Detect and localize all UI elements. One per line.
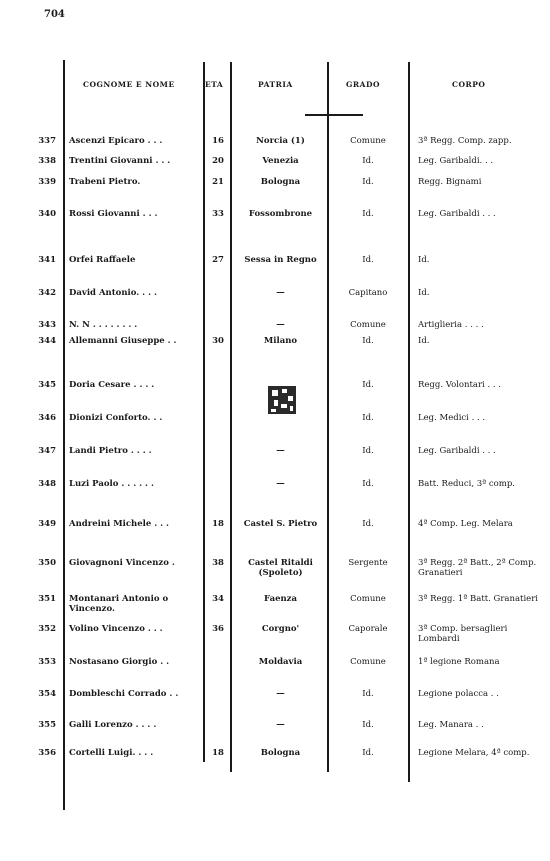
- grado-cell: Comune: [350, 594, 386, 604]
- column-divider: [230, 62, 232, 772]
- row-number: 348: [38, 479, 56, 489]
- eta-cell: 30: [212, 336, 224, 346]
- header-patria: PATRIA: [258, 80, 293, 89]
- name-cell: Dionizi Conforto. . .: [69, 413, 163, 423]
- eta-cell: 18: [212, 748, 224, 758]
- grado-cell: Id.: [362, 446, 374, 456]
- patria-cell: Sessa in Regno: [244, 255, 317, 265]
- grado-cell: Id.: [362, 689, 374, 699]
- grado-cell: Id.: [362, 336, 374, 346]
- row-number: 345: [38, 380, 56, 390]
- corpo-cell: 3ª Regg. 2ª Batt., 2ª Comp. Granatieri: [418, 558, 537, 578]
- grado-cell: Id.: [362, 748, 374, 758]
- header-rule: [305, 114, 363, 116]
- row-number: 341: [38, 255, 56, 265]
- header-corpo: CORPO: [452, 80, 486, 89]
- row-number: 339: [38, 177, 56, 187]
- name-cell: Rossi Giovanni . . .: [69, 209, 158, 219]
- patria-cell: —: [276, 479, 285, 489]
- row-number: 342: [38, 288, 56, 298]
- corpo-cell: Leg. Medici . . .: [418, 413, 486, 423]
- eta-cell: 38: [212, 558, 224, 568]
- row-number: 355: [38, 720, 56, 730]
- name-cell: Cortelli Luigi. . . .: [69, 748, 154, 758]
- corpo-cell: 4ª Comp. Leg. Melara: [418, 519, 513, 529]
- grado-cell: Caporale: [348, 624, 388, 634]
- column-divider: [203, 62, 205, 762]
- header-name: COGNOME E NOME: [83, 80, 175, 89]
- eta-cell: 16: [212, 136, 224, 146]
- corpo-cell: Id.: [418, 288, 430, 298]
- name-cell: Dombleschi Corrado . .: [69, 689, 179, 699]
- corpo-cell: 3ª Regg. 1ª Batt. Granatieri: [418, 594, 538, 604]
- corpo-cell: Leg. Garibaldi . . .: [418, 209, 496, 219]
- eta-cell: 18: [212, 519, 224, 529]
- patria-cell: Milano: [263, 336, 298, 346]
- patria-cell: Fossombrone: [248, 209, 313, 219]
- corpo-cell: Id.: [418, 255, 430, 265]
- stamp-mark: [266, 384, 298, 416]
- name-cell: Volino Vincenzo . . .: [69, 624, 163, 634]
- patria-cell: Moldavia: [258, 657, 303, 667]
- column-divider: [408, 62, 410, 782]
- grado-cell: Comune: [350, 136, 386, 146]
- patria-cell: —: [276, 720, 285, 730]
- patria-cell: —: [276, 446, 285, 456]
- grado-cell: Comune: [350, 657, 386, 667]
- row-number: 354: [38, 689, 56, 699]
- row-number: 353: [38, 657, 56, 667]
- patria-cell: Bologna: [260, 177, 301, 187]
- name-cell: Nostasano Giorgio . .: [69, 657, 170, 667]
- patria-cell: Bologna: [260, 748, 301, 758]
- corpo-cell: Id.: [418, 336, 430, 346]
- grado-cell: Id.: [362, 255, 374, 265]
- row-number: 346: [38, 413, 56, 423]
- name-cell: Giovagnoni Vincenzo .: [69, 558, 175, 568]
- patria-cell: —: [276, 689, 285, 699]
- patria-cell: Venezia: [262, 156, 299, 166]
- corpo-cell: Batt. Reduci, 3ª comp.: [418, 479, 516, 489]
- eta-cell: 27: [212, 255, 224, 265]
- corpo-cell: Regg. Bignami: [418, 177, 482, 187]
- grado-cell: Id.: [362, 177, 374, 187]
- patria-cell: —: [276, 288, 285, 298]
- row-number: 344: [38, 336, 56, 346]
- corpo-cell: Leg. Garibaldi . . .: [418, 446, 496, 456]
- name-cell: Trentini Giovanni . . .: [69, 156, 171, 166]
- row-number: 352: [38, 624, 56, 634]
- name-cell: Doria Cesare . . . .: [69, 380, 155, 390]
- name-cell: Ascenzi Epicaro . . .: [69, 136, 163, 146]
- eta-cell: 34: [212, 594, 224, 604]
- row-number: 340: [38, 209, 56, 219]
- corpo-cell: Artiglieria . . . .: [418, 320, 484, 330]
- row-number: 349: [38, 519, 56, 529]
- patria-cell: Castel Ritaldi (Spoleto): [248, 558, 313, 578]
- patria-cell: Faenza: [264, 594, 297, 604]
- patria-cell: Corgno': [261, 624, 300, 634]
- grado-cell: Id.: [362, 720, 374, 730]
- grado-cell: Capitano: [348, 288, 388, 298]
- row-number: 356: [38, 748, 56, 758]
- grado-cell: Id.: [362, 380, 374, 390]
- grado-cell: Id.: [362, 413, 374, 423]
- name-cell: David Antonio. . . .: [69, 288, 157, 298]
- name-cell: Montanari Antonio o Vincenzo.: [69, 594, 169, 614]
- row-number: 351: [38, 594, 56, 604]
- grado-cell: Id.: [362, 519, 374, 529]
- corpo-cell: Leg. Garibaldi. . .: [418, 156, 494, 166]
- eta-cell: 36: [212, 624, 224, 634]
- header-grado: GRADO: [346, 80, 380, 89]
- header-eta: ETA: [205, 80, 224, 89]
- name-cell: Allemanni Giuseppe . .: [69, 336, 177, 346]
- row-number: 343: [38, 320, 56, 330]
- name-cell: Luzi Paolo . . . . . .: [69, 479, 154, 489]
- name-cell: Trabeni Pietro.: [69, 177, 141, 187]
- patria-cell: Norcia (1): [256, 136, 305, 146]
- eta-cell: 21: [212, 177, 224, 187]
- corpo-cell: Legione polacca . .: [418, 689, 499, 699]
- eta-cell: 33: [212, 209, 224, 219]
- row-number: 337: [38, 136, 56, 146]
- corpo-cell: 3ª Comp. bersaglieri Lombardi: [418, 624, 508, 644]
- corpo-cell: 1ª legione Romana: [418, 657, 500, 667]
- grado-cell: Comune: [350, 320, 386, 330]
- name-cell: Orfei Raffaele: [69, 255, 136, 265]
- row-number: 347: [38, 446, 56, 456]
- grado-cell: Sergente: [348, 558, 388, 568]
- eta-cell: 20: [212, 156, 224, 166]
- grado-cell: Id.: [362, 479, 374, 489]
- grado-cell: Id.: [362, 209, 374, 219]
- grado-cell: Id.: [362, 156, 374, 166]
- patria-cell: —: [276, 320, 285, 330]
- name-cell: Landi Pietro . . . .: [69, 446, 152, 456]
- name-cell: N. N . . . . . . . .: [69, 320, 138, 330]
- patria-cell: Castel S. Pietro: [243, 519, 318, 529]
- corpo-cell: Regg. Volontari . . .: [418, 380, 501, 390]
- row-number: 350: [38, 558, 56, 568]
- corpo-cell: Leg. Manara . .: [418, 720, 484, 730]
- corpo-cell: Legione Melara, 4ª comp.: [418, 748, 530, 758]
- name-cell: Galli Lorenzo . . . .: [69, 720, 157, 730]
- page-number: 704: [44, 9, 65, 20]
- corpo-cell: 3ª Regg. Comp. zapp.: [418, 136, 512, 146]
- column-divider: [63, 60, 65, 810]
- name-cell: Andreini Michele . . .: [69, 519, 169, 529]
- row-number: 338: [38, 156, 56, 166]
